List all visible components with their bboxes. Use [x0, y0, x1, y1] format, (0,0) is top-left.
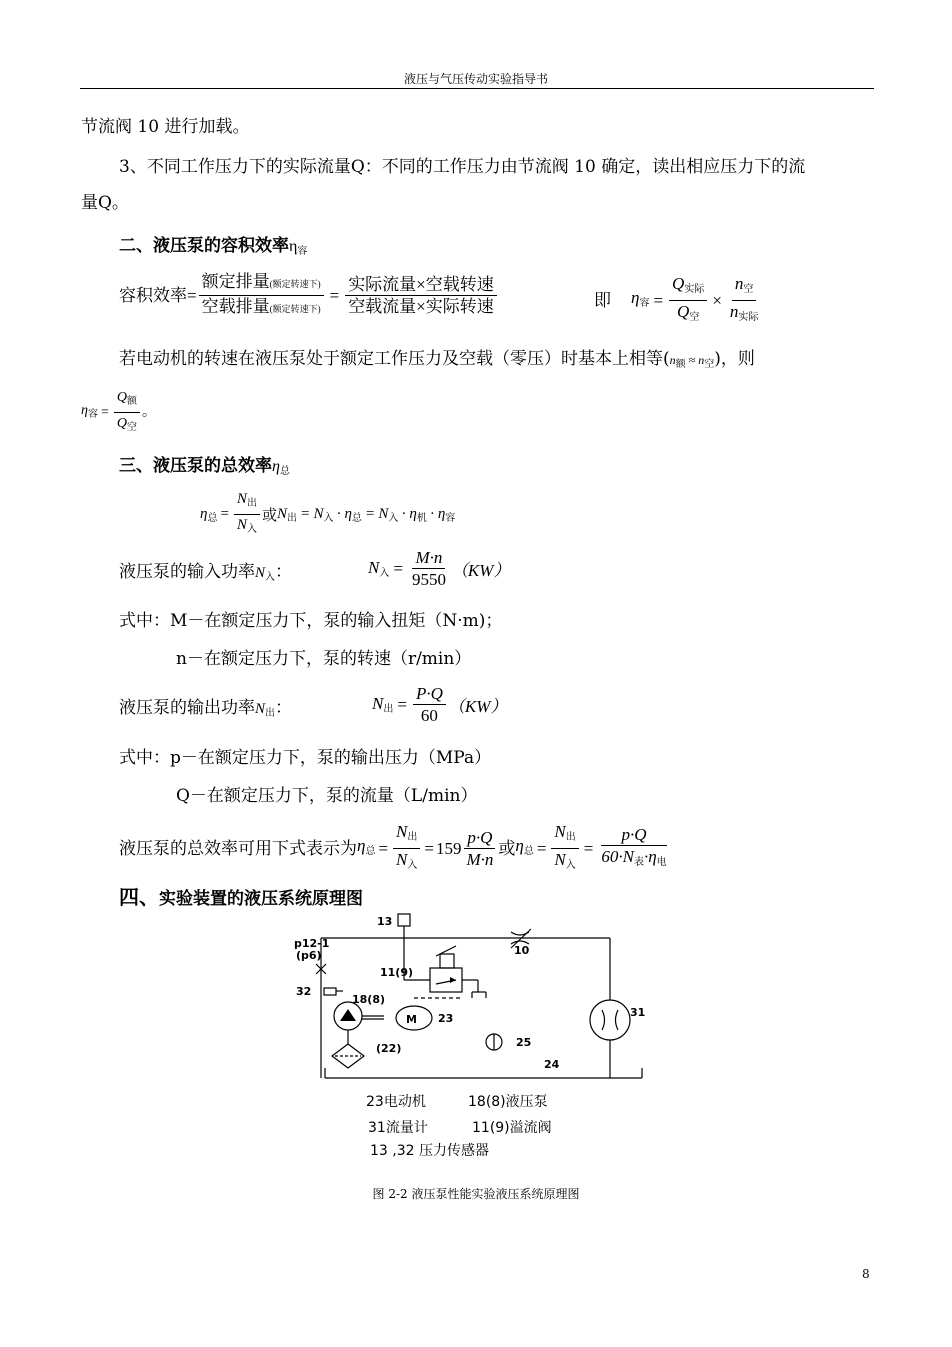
- legend-item: 18(8)液压泵: [468, 1094, 548, 1110]
- section-heading: 三、液压泵的总效率$\eta_总$: [119, 456, 290, 477]
- diagram-label-32: 32: [296, 985, 312, 998]
- output-power-label: 液压泵的输出功率$N_出$：: [119, 698, 293, 719]
- diagram-label-23: 23: [438, 1012, 454, 1025]
- diagram-label-10: 10: [514, 944, 530, 957]
- diagram-label-p12: p12-1: [294, 937, 330, 950]
- volumetric-efficiency-ratio: 即 $\eta_容$ = $\frac{Q_{实际}}{Q_空}$ × $\frac{n_空}{n_{实际}}$: [594, 274, 759, 323]
- page-number: 8: [862, 1267, 870, 1281]
- hydraulic-schematic: [280, 908, 660, 1168]
- diagram-label-22: (22): [376, 1042, 402, 1055]
- where-line: Q－在额定压力下，泵的流量（L/min）: [176, 786, 478, 806]
- legend-item: 23电动机: [366, 1094, 426, 1110]
- diagram-label-13: 13: [377, 915, 393, 928]
- diagram-label-M: M: [406, 1013, 417, 1026]
- diagram-label-p6: (p6): [296, 949, 322, 962]
- legend-item: 13 ,32 压力传感器: [370, 1143, 489, 1159]
- where-line: n－在额定压力下，泵的转速（r/min）: [176, 649, 472, 669]
- diagram-label-11: 11(9): [380, 966, 414, 979]
- header-rule: [80, 88, 874, 89]
- where-line: 式中：M－在额定压力下，泵的输入扭矩（N·m)；: [119, 611, 503, 631]
- page-header: 液压与气压传动实验指导书: [403, 72, 548, 86]
- output-power-formula: $N_出$ = $\frac{P\cdot Q}{60}$ （KW）: [372, 684, 508, 725]
- diagram-label-31: 31: [630, 1006, 646, 1019]
- paragraph-line: 若电动机的转速在液压泵处于额定工作压力及空载（零压）时基本上相等$(n_额 \approx n_空)$，则: [119, 349, 755, 370]
- volumetric-efficiency-formula: 容积效率= $\frac{\text{额定排量(额定转速下)}}{\text{空载排量(额定转速下)}}$ = $\frac{\text{实际流量×空载转速}}{\text{空载流量×实际转速}}$: [119, 272, 499, 319]
- input-power-formula: $N_入$ = $\frac{M\cdot n}{9550}$ （KW）: [368, 548, 511, 589]
- where-line: 式中：p－在额定压力下，泵的输出压力（MPa）: [119, 748, 492, 768]
- section-heading: 四、实验装置的液压系统原理图: [119, 885, 363, 909]
- simplified-efficiency-formula: $\eta_容$ = $\frac{Q_额}{Q_空}$ 。: [81, 390, 156, 433]
- diagram-label-18: 18(8): [352, 993, 386, 1006]
- paragraph-line: 量Q。: [81, 193, 129, 213]
- input-power-label: 液压泵的输入功率$N_入$：: [119, 562, 293, 583]
- section-heading: 二、液压泵的容积效率$\eta_容$: [119, 236, 308, 257]
- total-efficiency-formula: 液压泵的总效率可用下式表示为 $\eta_总$ = $\frac{N_出}{N_入}$ = 159 $\frac{p\cdot Q}{M\cdot n}$ 或 $\eta_总$ = $\frac{N_出}{N_入}$ = $\frac{p\cdot Q}{60\cdot N_表\cdot\eta_电}$: [119, 822, 667, 871]
- paragraph-line: 节流阀 10 进行加载。: [81, 117, 250, 137]
- diagram-label-25: 25: [516, 1036, 532, 1049]
- legend-item: 11(9)溢流阀: [472, 1120, 552, 1136]
- paragraph-line: 3、不同工作压力下的实际流量Q：不同的工作压力由节流阀 10 确定，读出相应压力下的流: [119, 157, 806, 177]
- total-efficiency-definition: $\eta_总$ = $\frac{N_出}{N_入}$ 或 $N_出$ = $N_入$ · $\eta_总$ = $N_入$ · $\eta_机$ · $\eta_容$: [200, 491, 456, 535]
- legend-item: 31流量计: [368, 1120, 428, 1136]
- diagram-label-24: 24: [544, 1058, 560, 1071]
- figure-caption: 图 2-2 液压泵性能实验液压系统原理图: [372, 1187, 580, 1201]
